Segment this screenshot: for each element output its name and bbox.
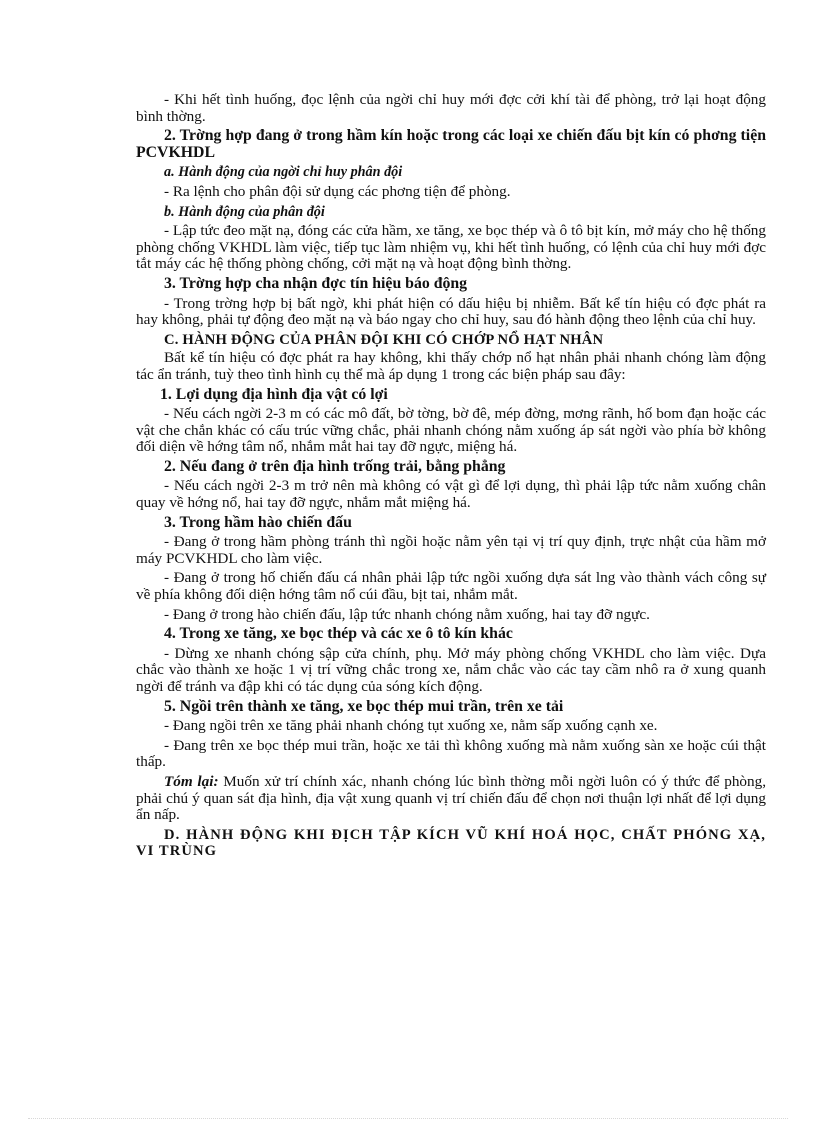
paragraph: - Trong trờng hợp bị bất ngờ, khi phát hiện có dấu hiệu bị nhiễm. Bất kể tín hiệu có đợc phát ra hay không, phải tự động đeo mặt nạ và báo ngay cho chỉ huy, sau đó hành động theo lệnh của chỉ huy. bbox=[136, 294, 766, 329]
heading-c5: 5. Ngồi trên thành xe tăng, xe bọc thép mui trần, trên xe tải bbox=[164, 697, 564, 715]
page-bottom-divider bbox=[28, 1118, 788, 1119]
summary-text: Muốn xử trí chính xác, nhanh chóng lúc bình thờng mỗi ngời luôn có ý thức để phòng, phải chú ý quan sát địa hình, địa vật xung quanh vị trí chiến đấu để chọn nơi thuận lợi nhất để lợi dụng ẩn nấp. bbox=[136, 772, 766, 824]
paragraph: - Dừng xe nhanh chóng sập cửa chính, phụ. Mở máy phòng chống VKHDL cho làm việc. Dựa chắc vào thành xe hoặc 1 vị trí vững chắc trong xe, nắm chắc vào các tay cầm nhô ra ở xung quanh ngời để tránh va đập khi có tác dụng của sóng kích động. bbox=[136, 644, 766, 695]
summary-paragraph bbox=[136, 774, 766, 824]
section-c-title: C. HÀNH ĐỘNG CỦA PHÂN ĐỘI KHI CÓ CHỚP NỔ HẠT NHÂN bbox=[164, 331, 604, 348]
paragraph: - Đang trên xe bọc thép mui trần, hoặc xe tải thì không xuống mà nằm xuống sàn xe hoặc cúi thật thấp. bbox=[136, 736, 766, 771]
paragraph: - Lập tức đeo mặt nạ, đóng các cửa hầm, xe tăng, xe bọc thép và ô tô bịt kín, mở máy cho hệ thống phòng chống VKHDL làm việc, tiếp tục làm nhiệm vụ, khi hết tình huống, có lệnh của chỉ huy mới đợc tắt máy các hệ thống phòng chống, cởi mặt nạ và hoạt động bình thờng. bbox=[136, 222, 766, 273]
summary-label: Tóm lại: bbox=[164, 772, 219, 790]
paragraph: - Đang ngồi trên xe tăng phải nhanh chóng tụt xuống xe, nằm sấp xuống cạnh xe. bbox=[164, 717, 658, 735]
paragraph: Bất kể tín hiệu có đợc phát ra hay không, khi thấy chớp nổ hạt nhân phải nhanh chóng làm động tác ẩn tránh, tuỳ theo tình hình cụ thể mà áp dụng 1 trong các biện pháp sau đây: bbox=[136, 349, 766, 383]
document-page bbox=[136, 92, 766, 860]
paragraph: - Nếu cách ngời 2-3 m trở nên mà không có vật gì để lợi dụng, thì phải lập tức nằm xuống chân quay về hớng nổ, hai tay đỡ ngực, nhắm mắt miệng há. bbox=[136, 477, 766, 512]
paragraph: - Đang ở trong hố chiến đấu cá nhân phải lập tức ngồi xuống dựa sát lng vào thành vách công sự về phía không đối diện hớng tâm nổ cúi đầu, bịt tai, nhắm mắt. bbox=[136, 569, 766, 604]
heading-c2: 2. Nếu đang ở trên địa hình trống trải, bằng phẳng bbox=[164, 457, 506, 475]
paragraph: - Ra lệnh cho phân đội sử dụng các phơng tiện để phòng. bbox=[164, 182, 511, 200]
heading-c4: 4. Trong xe tăng, xe bọc thép và các xe ô tô kín khác bbox=[164, 625, 513, 643]
paragraph: - Khi hết tình huống, đọc lệnh của ngời chỉ huy mới đợc cởi khí tài để phòng, trở lại hoạt động bình thờng. bbox=[136, 91, 766, 125]
subheading-b: b. Hành động của phân đội bbox=[164, 203, 325, 220]
heading-c1: 1. Lợi dụng địa hình địa vật có lợi bbox=[160, 385, 388, 403]
section-d-title: D. HÀNH ĐỘNG KHI ĐỊCH TẬP KÍCH VŨ KHÍ HOÁ HỌC, CHẤT PHÓNG XẠ, VI TRÙNG bbox=[136, 826, 766, 860]
paragraph: - Đang ở trong hào chiến đấu, lập tức nhanh chóng nằm xuống, hai tay đỡ ngực. bbox=[164, 605, 650, 623]
subheading-a: a. Hành động của ngời chỉ huy phân đội bbox=[164, 164, 403, 181]
paragraph: - Nếu cách ngời 2-3 m có các mô đất, bờ tờng, bờ đê, mép đờng, mơng rãnh, hố bom đạn hoặc các vật che chắn khác có cấu trúc vững chắc, phải nhanh chóng nằm xuống áp sát ngời vào phía bờ không đối diện về hớng tâm nổ, nhắm mắt hai tay đỡ ngực, miệng há. bbox=[136, 405, 766, 456]
heading-case-3: 3. Trờng hợp cha nhận đợc tín hiệu báo động bbox=[164, 274, 468, 292]
heading-c3: 3. Trong hầm hào chiến đấu bbox=[164, 513, 352, 531]
heading-case-2: 2. Trờng hợp đang ở trong hầm kín hoặc trong các loại xe chiến đấu bịt kín có phơng tiện PCVKHDL bbox=[136, 127, 766, 161]
paragraph: - Đang ở trong hầm phòng tránh thì ngồi hoặc nằm yên tại vị trí quy định, trực nhật của hầm mở máy PCVKHDL cho làm việc. bbox=[136, 533, 766, 567]
